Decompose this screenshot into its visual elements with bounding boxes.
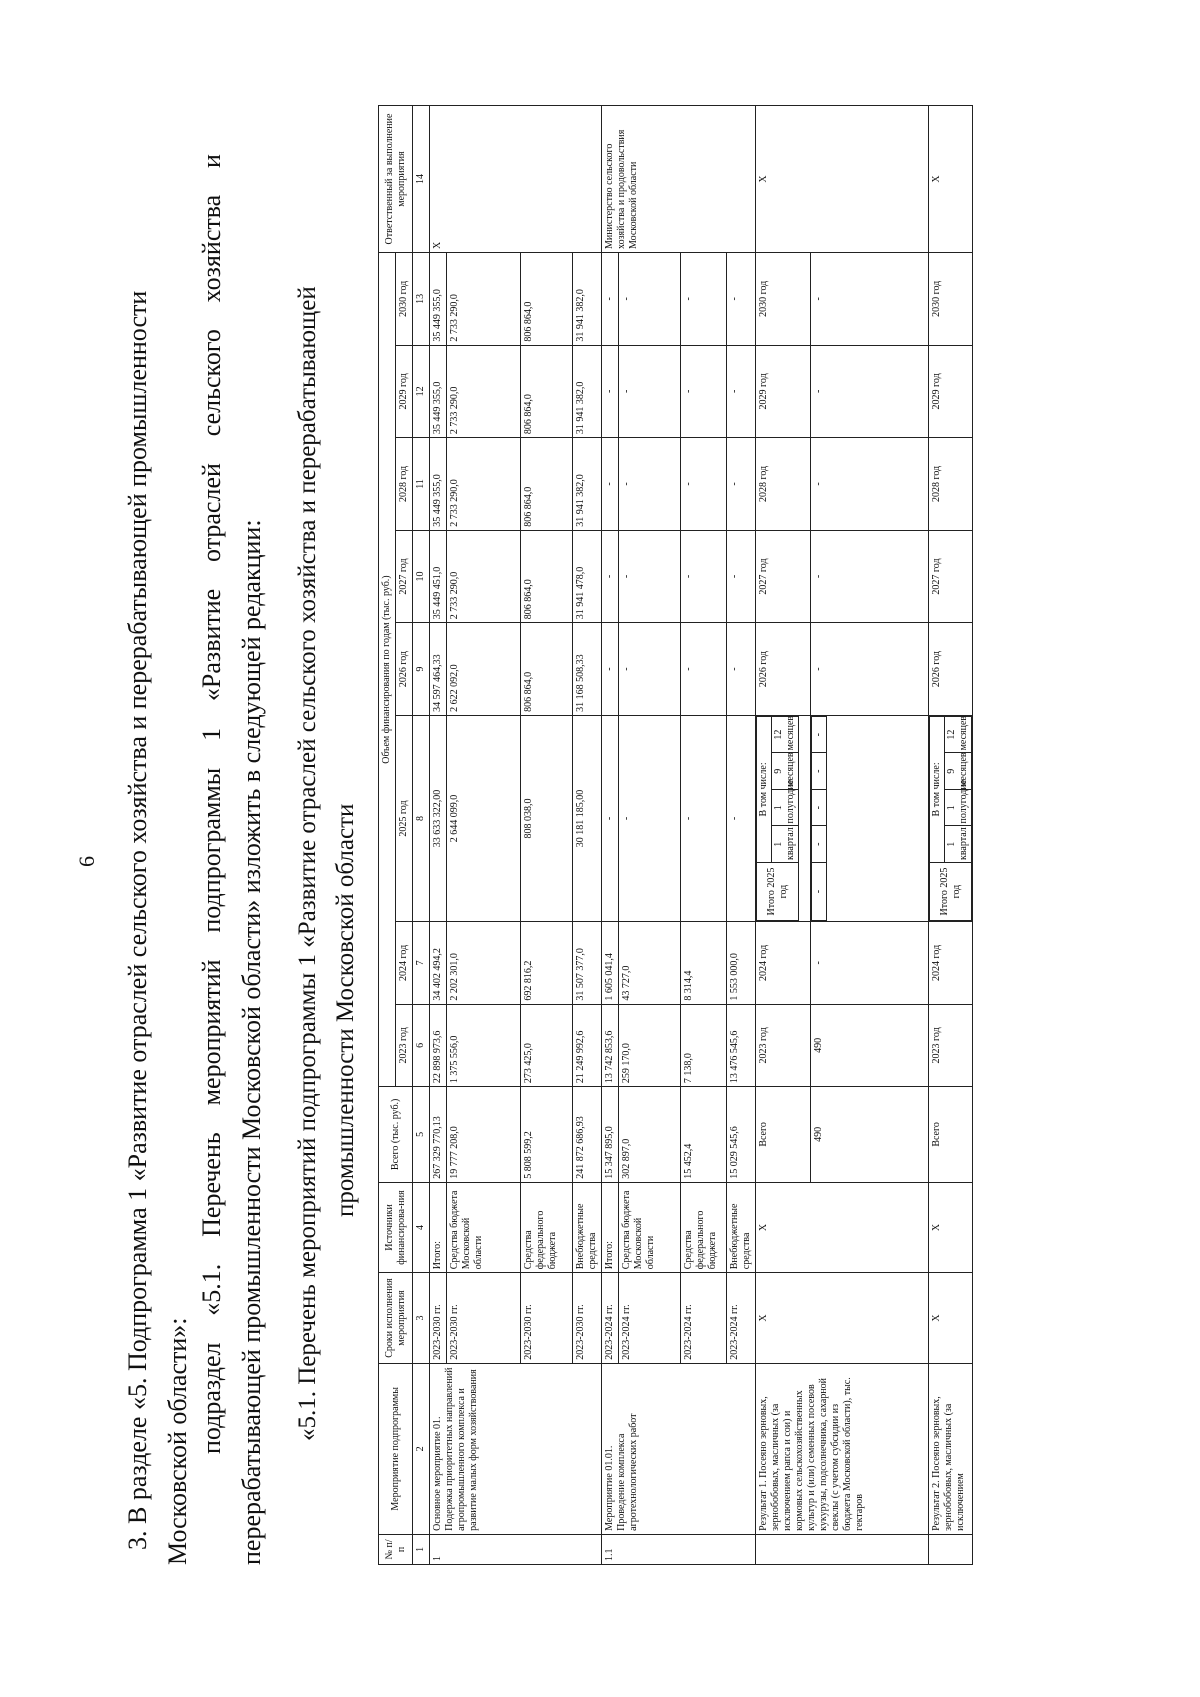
- quarter-header-cell: [929, 715, 973, 921]
- value: -: [619, 253, 681, 346]
- value: 1 375 556,0: [447, 1004, 521, 1087]
- intro-line-4: перерабатывающей промышленности Московской области» изложить в следующей редакции:: [237, 519, 266, 1565]
- word: сельского: [197, 329, 226, 437]
- value: 35 449 355,0: [430, 438, 447, 531]
- total: 19 777 208,0: [447, 1087, 521, 1183]
- col-num: 6: [413, 1004, 430, 1087]
- event-title: Основное мероприятие 01.: [432, 1416, 443, 1531]
- table-row: [447, 106, 521, 1565]
- total: 15 452,4: [681, 1087, 727, 1183]
- value: -: [812, 753, 827, 790]
- events-table: [378, 105, 973, 1565]
- th-terms: Сроки исполнения мероприятия: [379, 1273, 413, 1364]
- value: -: [681, 438, 727, 531]
- event-desc: Проведение комплекса агротехнологических работ: [616, 1413, 639, 1531]
- col-num: 2: [413, 1363, 430, 1534]
- value: -: [727, 530, 756, 623]
- col-num: 9: [413, 623, 430, 716]
- value: 2 622 092,0: [447, 623, 521, 716]
- value: -: [727, 438, 756, 531]
- th-num: № п/п: [379, 1534, 413, 1564]
- year-label: 2026 год: [929, 623, 973, 716]
- table-row: [681, 106, 727, 1565]
- value: -: [602, 345, 619, 438]
- value: 273 425,0: [521, 1004, 573, 1087]
- quarter-values-cell: [811, 715, 929, 921]
- result-name: Результат 2. Посеяно зерновых, зернобобовых, масличных (за исключением: [929, 1363, 973, 1534]
- year-label: 2029 год: [929, 345, 973, 438]
- total-label: Всего: [929, 1087, 973, 1183]
- word: хозяйства: [197, 194, 226, 303]
- event-cell: [602, 1363, 756, 1534]
- word: подпрограммы: [197, 767, 226, 933]
- table-row: [430, 106, 447, 1565]
- col-num: 13: [413, 253, 430, 346]
- value: -: [619, 345, 681, 438]
- intro-line-3: [192, 154, 232, 1454]
- row-num: 1: [430, 1534, 602, 1564]
- value: -: [812, 826, 827, 863]
- value: 1 605 041,4: [602, 922, 619, 1005]
- value: -: [811, 623, 929, 716]
- source: X: [929, 1182, 973, 1273]
- value: -: [602, 715, 619, 921]
- q-label: 12 месяцев: [772, 716, 799, 753]
- result-name: Результат 1. Посеяно зерновых, зернобобовых, масличных (за исключением рапса и сои) и кормовых сельскохозяйственных культур и (или) семенных посевов кукурузы, подсолнечника, сахарной свеклы (с учетом субсидии из бюджета Московской области), тыс. гектаров: [756, 1363, 929, 1534]
- term: 2023-2030 гг.: [573, 1273, 602, 1364]
- value: -: [602, 253, 619, 346]
- col-num: 3: [413, 1273, 430, 1364]
- value: 13 742 853,6: [602, 1004, 619, 1087]
- value: 34 402 494,2: [430, 922, 447, 1005]
- th-year: 2023 год: [396, 1004, 413, 1087]
- quarter-header-cell: [756, 715, 811, 921]
- th-year: 2028 год: [396, 438, 413, 531]
- quarter-header: [929, 716, 972, 921]
- value: 2 644 099,0: [447, 715, 521, 921]
- q-head: В том числе:: [757, 716, 772, 862]
- th-sources: Источники финансирова-ния: [379, 1182, 413, 1273]
- value: -: [602, 623, 619, 716]
- value: 22 898 973,6: [430, 1004, 447, 1087]
- value: 1 553 000,0: [727, 922, 756, 1005]
- term: 2023-2030 гг.: [430, 1273, 447, 1364]
- value: -: [619, 530, 681, 623]
- q-label: 1 полугодие: [945, 789, 972, 826]
- year-label: 2029 год: [756, 345, 811, 438]
- total: 241 872 686,93: [573, 1087, 602, 1183]
- word: 1: [197, 727, 226, 741]
- total: 5 808 599,2: [521, 1087, 573, 1183]
- intro-line-2: Московской области»:: [163, 1317, 192, 1565]
- value: 806 864,0: [521, 623, 573, 716]
- col-num: 4: [413, 1182, 430, 1273]
- value: 490: [811, 1087, 929, 1183]
- responsible: X: [756, 106, 929, 253]
- th-year: 2025 год: [396, 715, 413, 921]
- source: Внебюджетные средства: [727, 1182, 756, 1273]
- term: 2023-2030 гг.: [521, 1273, 573, 1364]
- th-year: 2030 год: [396, 253, 413, 346]
- term: 2023-2024 гг.: [727, 1273, 756, 1364]
- value: -: [619, 715, 681, 921]
- section-heading-2: промышленности Московской области: [332, 803, 359, 1217]
- col-num: 12: [413, 345, 430, 438]
- q-label: 9 месяцев: [945, 753, 972, 790]
- term: X: [929, 1273, 973, 1364]
- th-year: 2024 год: [396, 922, 413, 1005]
- itogo-label: Итого 2025 год: [930, 863, 972, 921]
- col-num: 7: [413, 922, 430, 1005]
- value: -: [681, 530, 727, 623]
- th-year: 2029 год: [396, 345, 413, 438]
- table-row: [602, 106, 619, 1565]
- value: -: [811, 253, 929, 346]
- total: 302 897,0: [619, 1087, 681, 1183]
- term: 2023-2030 гг.: [447, 1273, 521, 1364]
- value: 806 864,0: [521, 345, 573, 438]
- value: -: [602, 530, 619, 623]
- year-label: 2026 год: [756, 623, 811, 716]
- value: -: [811, 438, 929, 531]
- word: и: [197, 154, 226, 168]
- value: 2 202 301,0: [447, 922, 521, 1005]
- col-num: 8: [413, 715, 430, 921]
- value: 692 816,2: [521, 922, 573, 1005]
- term: 2023-2024 гг.: [619, 1273, 681, 1364]
- value: -: [811, 922, 929, 1005]
- column-numbers-row: [413, 106, 430, 1565]
- responsible: X: [929, 106, 973, 253]
- source: Средства бюджета Московской области: [619, 1182, 681, 1273]
- value: -: [812, 789, 827, 826]
- value: 21 249 992,6: [573, 1004, 602, 1087]
- responsible: Министерство сельского хозяйства и продовольствия Московской области: [602, 106, 756, 253]
- event-desc: Подержка приоритетных направлений агропромышленного комплекса и развитие малых форм хозяйствования: [444, 1367, 479, 1531]
- value: 31 941 478,0: [573, 530, 602, 623]
- q-label: 1 полугодие: [772, 789, 799, 826]
- table-row: [521, 106, 573, 1565]
- table-row: [619, 106, 681, 1565]
- row-num: 1.1: [602, 1534, 756, 1564]
- th-volume: Объем финансирования по годам (тыс. руб.): [379, 253, 396, 1087]
- table-row: [929, 106, 973, 1565]
- value: -: [727, 715, 756, 921]
- value: 31 941 382,0: [573, 253, 602, 346]
- col-num: 5: [413, 1087, 430, 1183]
- source: Итого:: [430, 1182, 447, 1273]
- year-label: 2023 год: [929, 1004, 973, 1087]
- source: Средства федерального бюджета: [521, 1182, 573, 1273]
- value: 13 476 545,6: [727, 1004, 756, 1087]
- year-label: 2030 год: [929, 253, 973, 346]
- word: Перечень: [197, 1132, 226, 1237]
- intro-line-1: 3. В разделе «5. Подпрограмма 1 «Развитие отраслей сельского хозяйства и перерабатывающей промышленности: [123, 290, 152, 1550]
- value: -: [811, 530, 929, 623]
- word: мероприятий: [197, 959, 226, 1106]
- value: 43 727,0: [619, 922, 681, 1005]
- year-label: 2028 год: [929, 438, 973, 531]
- source: Внебюджетные средства: [573, 1182, 602, 1273]
- value: 31 507 377,0: [573, 922, 602, 1005]
- value: 35 449 451,0: [430, 530, 447, 623]
- value: 490: [811, 1004, 929, 1087]
- value: 806 864,0: [521, 253, 573, 346]
- section-heading-1: «5.1. Перечень мероприятий подпрограммы 1 «Развитие отраслей сельского хозяйства и перерабатывающей: [294, 286, 321, 1441]
- value: -: [727, 253, 756, 346]
- q-label: 1 квартал: [772, 826, 799, 863]
- value: 806 864,0: [521, 438, 573, 531]
- year-label: 2024 год: [756, 922, 811, 1005]
- source: Средства бюджета Московской области: [447, 1182, 521, 1273]
- responsible: X: [430, 106, 602, 253]
- value: 35 449 355,0: [430, 253, 447, 346]
- value: 259 170,0: [619, 1004, 681, 1087]
- th-responsible: Ответственный за выполнение мероприятия: [379, 106, 413, 253]
- year-label: 2027 год: [929, 530, 973, 623]
- total-label: Всего: [756, 1087, 811, 1183]
- event-cell: [430, 1363, 602, 1534]
- term: X: [756, 1273, 929, 1364]
- table-row: [756, 106, 811, 1565]
- value: 30 181 185,00: [573, 715, 602, 921]
- word: «Развитие: [197, 588, 226, 702]
- word: отраслей: [197, 463, 226, 562]
- q-label: 9 месяцев: [772, 753, 799, 790]
- term: 2023-2024 гг.: [602, 1273, 619, 1364]
- value: -: [681, 715, 727, 921]
- th-year: 2026 год: [396, 623, 413, 716]
- total: 15 029 545,6: [727, 1087, 756, 1183]
- col-num: 11: [413, 438, 430, 531]
- th-year: 2027 год: [396, 530, 413, 623]
- year-label: 2023 год: [756, 1004, 811, 1087]
- table-row: [727, 106, 756, 1565]
- page-number: 6: [74, 856, 99, 867]
- col-num: 10: [413, 530, 430, 623]
- total: 267 329 770,13: [430, 1087, 447, 1183]
- value: -: [619, 623, 681, 716]
- value: 2 733 290,0: [447, 253, 521, 346]
- value: -: [681, 345, 727, 438]
- value: 31 941 382,0: [573, 345, 602, 438]
- q-label: 12 месяцев: [945, 716, 972, 753]
- value: -: [727, 623, 756, 716]
- quarter-values: [811, 716, 827, 921]
- year-label: 2028 год: [756, 438, 811, 531]
- value: -: [681, 253, 727, 346]
- value: 7 138,0: [681, 1004, 727, 1087]
- value: -: [811, 345, 929, 438]
- year-label: 2030 год: [756, 253, 811, 346]
- col-num: 14: [413, 106, 430, 253]
- th-event: Мероприятие подпрограммы: [379, 1363, 413, 1534]
- q-label: 1 квартал: [945, 826, 972, 863]
- value: 31 941 382,0: [573, 438, 602, 531]
- event-title: Мероприятие 01.01.: [604, 1445, 615, 1531]
- table-row: [573, 106, 602, 1565]
- year-label: 2027 год: [756, 530, 811, 623]
- value: -: [619, 438, 681, 531]
- value: 31 168 508,33: [573, 623, 602, 716]
- value: -: [812, 716, 827, 753]
- th-total: Всего (тыс. руб.): [379, 1087, 413, 1183]
- value: 33 633 322,00: [430, 715, 447, 921]
- value: 2 733 290,0: [447, 438, 521, 531]
- value: 806 864,0: [521, 530, 573, 623]
- year-label: 2024 год: [929, 922, 973, 1005]
- q-head: В том числе:: [930, 716, 945, 862]
- value: 2 733 290,0: [447, 345, 521, 438]
- word: подраздел: [197, 1342, 226, 1454]
- value: -: [681, 623, 727, 716]
- term: 2023-2024 гг.: [681, 1273, 727, 1364]
- value: 35 449 355,0: [430, 345, 447, 438]
- value: 34 597 464,33: [430, 623, 447, 716]
- source: Итого:: [602, 1182, 619, 1273]
- value: -: [727, 345, 756, 438]
- quarter-header: [756, 716, 799, 921]
- value: -: [602, 438, 619, 531]
- col-num: 1: [413, 1534, 430, 1564]
- source: Средства федерального бюджета: [681, 1182, 727, 1273]
- itogo-label: Итого 2025 год: [757, 863, 799, 921]
- value: -: [812, 863, 827, 921]
- value: 8 314,4: [681, 922, 727, 1005]
- value: 808 038,0: [521, 715, 573, 921]
- value: 2 733 290,0: [447, 530, 521, 623]
- source: X: [756, 1182, 929, 1273]
- word: «5.1.: [197, 1263, 226, 1316]
- total: 15 347 895,0: [602, 1087, 619, 1183]
